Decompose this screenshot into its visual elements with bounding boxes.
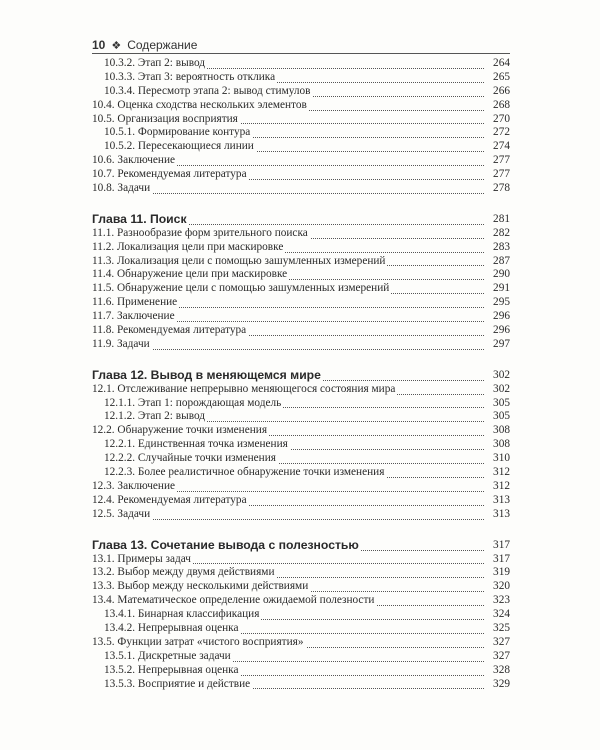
running-title: Содержание xyxy=(127,38,198,52)
entry-title: 11.1. Разнообразие форм зрительного поиска xyxy=(92,226,308,239)
page-ref: 291 xyxy=(493,282,510,295)
page-ref: 302 xyxy=(493,382,510,395)
page-ref: 320 xyxy=(493,580,510,593)
page-ref: 265 xyxy=(493,70,510,83)
page-ref: 317 xyxy=(493,538,510,551)
chapter-title: Глава 11. Поиск xyxy=(92,211,187,226)
page-ref: 329 xyxy=(493,677,510,690)
section-gap xyxy=(92,352,510,369)
entry-title: 10.3.4. Пересмотр этапа 2: вывод стимулов xyxy=(104,84,311,97)
header-rule xyxy=(92,53,510,54)
toc-entry xyxy=(92,113,510,127)
toc-entry xyxy=(92,397,510,411)
toc-entry xyxy=(92,85,510,99)
page-ref: 324 xyxy=(493,608,510,621)
page-ref: 283 xyxy=(493,240,510,253)
page-ref: 328 xyxy=(493,663,510,676)
toc-entry xyxy=(92,480,510,494)
entry-title: 13.2. Выбор между двумя действиями xyxy=(92,566,275,579)
toc-entry xyxy=(92,566,510,580)
entry-title: 10.7. Рекомендуемая литература xyxy=(92,168,247,181)
toc-entry xyxy=(92,140,510,154)
page-ref: 319 xyxy=(493,566,510,579)
page-ref: 270 xyxy=(493,112,510,125)
page-ref: 313 xyxy=(493,493,510,506)
page-ref: 323 xyxy=(493,594,510,607)
entry-title: 10.3.2. Этап 2: вывод xyxy=(104,57,206,69)
entry-title: 13.4.1. Бинарная классификация xyxy=(104,608,260,621)
toc-entry xyxy=(92,154,510,168)
entry-title: 10.3.3. Этап 3: вероятность отклика xyxy=(104,70,276,83)
page-ref: 282 xyxy=(493,226,510,239)
page-ref: 312 xyxy=(493,466,510,479)
page-ref: 296 xyxy=(493,324,510,337)
entry-title: 12.2. Обнаружение точки изменения xyxy=(92,424,268,437)
running-header xyxy=(92,38,197,52)
toc-entry xyxy=(92,424,510,438)
toc-entry xyxy=(92,452,510,466)
toc-chapter-heading xyxy=(92,539,510,553)
page-ref: 274 xyxy=(493,140,510,153)
page-ref: 310 xyxy=(493,452,510,465)
page-ref: 277 xyxy=(493,154,510,167)
entry-title: 13.5.1. Дискретные задачи xyxy=(104,649,231,662)
entry-title: 11.6. Применение xyxy=(92,296,178,309)
entry-title: 13.4.2. Непрерывная оценка xyxy=(104,621,239,634)
toc-entry xyxy=(92,608,510,622)
page-ref: 327 xyxy=(493,635,510,648)
page-ref: 305 xyxy=(493,410,510,423)
ornament-icon: ❖ xyxy=(111,39,122,52)
section-gap xyxy=(92,196,510,213)
toc-entry xyxy=(92,383,510,397)
toc-entry xyxy=(92,622,510,636)
entry-title: 11.5. Обнаружение цели с помощью зашумленных измерений xyxy=(92,282,390,295)
table-of-contents xyxy=(92,57,510,691)
page-number: 10 xyxy=(92,38,106,52)
page-ref: 281 xyxy=(493,212,510,225)
page-ref: 308 xyxy=(493,438,510,451)
toc-entry xyxy=(92,636,510,650)
toc-entry xyxy=(92,338,510,352)
toc-entry xyxy=(92,255,510,269)
toc-entry xyxy=(92,508,510,522)
toc-entry xyxy=(92,227,510,241)
toc-entry xyxy=(92,168,510,182)
entry-title: 10.5.1. Формирование контура xyxy=(104,126,251,139)
entry-title: 13.5.3. Восприятие и действие xyxy=(104,677,251,690)
entry-title: 13.5. Функции затрат «чистого восприятия» xyxy=(92,635,304,648)
toc-entry xyxy=(92,324,510,338)
entry-title: 12.5. Задачи xyxy=(92,507,151,520)
entry-title: 12.2.1. Единственная точка изменения xyxy=(104,438,288,451)
chapter-title: Глава 12. Вывод в меняющемся мире xyxy=(92,367,321,382)
entry-title: 10.6. Заключение xyxy=(92,154,176,167)
toc-entry xyxy=(92,71,510,85)
toc-entry xyxy=(92,580,510,594)
entry-title: 12.1.2. Этап 2: вывод xyxy=(104,410,206,423)
toc-entry xyxy=(92,466,510,480)
toc-entry xyxy=(92,678,510,692)
page-ref: 317 xyxy=(493,552,510,565)
entry-title: 11.8. Рекомендуемая литература xyxy=(92,324,247,337)
entry-title: 10.5. Организация восприятия xyxy=(92,112,238,125)
page-ref: 308 xyxy=(493,424,510,437)
entry-title: 13.1. Примеры задач xyxy=(92,552,191,565)
toc-entry xyxy=(92,650,510,664)
toc-entry xyxy=(92,664,510,678)
entry-title: 11.9. Задачи xyxy=(92,337,150,350)
toc-entry xyxy=(92,182,510,196)
entry-title: 13.3. Выбор между несколькими действиями xyxy=(92,580,309,593)
toc-entry xyxy=(92,494,510,508)
toc-entry xyxy=(92,310,510,324)
entry-title: 11.4. Обнаружение цели при маскировке xyxy=(92,268,288,281)
toc-entry xyxy=(92,553,510,567)
toc-entry xyxy=(92,57,510,71)
toc-entry xyxy=(92,268,510,282)
page-ref: 302 xyxy=(493,368,510,381)
toc-entry xyxy=(92,126,510,140)
toc-entry xyxy=(92,296,510,310)
entry-title: 11.2. Локализация цели при маскировке xyxy=(92,240,284,253)
entry-title: 13.4. Математическое определение ожидаемой полезности xyxy=(92,594,375,607)
entry-title: 10.4. Оценка сходства нескольких элементов xyxy=(92,98,307,111)
page-ref: 268 xyxy=(493,98,510,111)
page-ref: 264 xyxy=(493,57,510,69)
entry-title: 10.8. Задачи xyxy=(92,182,151,195)
entry-title: 10.5.2. Пересекающиеся линии xyxy=(104,140,254,153)
entry-title: 11.7. Заключение xyxy=(92,310,175,323)
toc-entry xyxy=(92,438,510,452)
entry-title: 12.2.3. Более реалистичное обнаружение точки изменения xyxy=(104,466,385,479)
page-ref: 313 xyxy=(493,507,510,520)
page-ref: 305 xyxy=(493,396,510,409)
page-ref: 327 xyxy=(493,649,510,662)
page-ref: 287 xyxy=(493,254,510,267)
entry-title: 12.3. Заключение xyxy=(92,479,176,492)
page-ref: 272 xyxy=(493,126,510,139)
entry-title: 13.5.2. Непрерывная оценка xyxy=(104,663,239,676)
chapter-title: Глава 13. Сочетание вывода с полезностью xyxy=(92,537,359,552)
entry-title: 12.2.2. Случайные точки изменения xyxy=(104,452,276,465)
toc-chapter-heading xyxy=(92,369,510,383)
toc-entry xyxy=(92,594,510,608)
entry-title: 12.1.1. Этап 1: порождающая модель xyxy=(104,396,282,409)
toc-entry xyxy=(92,410,510,424)
toc-entry xyxy=(92,282,510,296)
page-ref: 278 xyxy=(493,182,510,195)
page-ref: 290 xyxy=(493,268,510,281)
entry-title: 11.3. Локализация цели с помощью зашумленных измерений xyxy=(92,254,386,267)
section-gap xyxy=(92,522,510,539)
page-ref: 325 xyxy=(493,621,510,634)
entry-title: 12.4. Рекомендуемая литература xyxy=(92,493,247,506)
page-ref: 266 xyxy=(493,84,510,97)
page-ref: 277 xyxy=(493,168,510,181)
toc-chapter-heading xyxy=(92,213,510,227)
entry-title: 12.1. Отслеживание непрерывно меняющегося состояния мира xyxy=(92,382,396,395)
page-ref: 296 xyxy=(493,310,510,323)
page-ref: 295 xyxy=(493,296,510,309)
toc-entry xyxy=(92,99,510,113)
page-ref: 312 xyxy=(493,479,510,492)
toc-entry xyxy=(92,241,510,255)
page-ref: 297 xyxy=(493,337,510,350)
